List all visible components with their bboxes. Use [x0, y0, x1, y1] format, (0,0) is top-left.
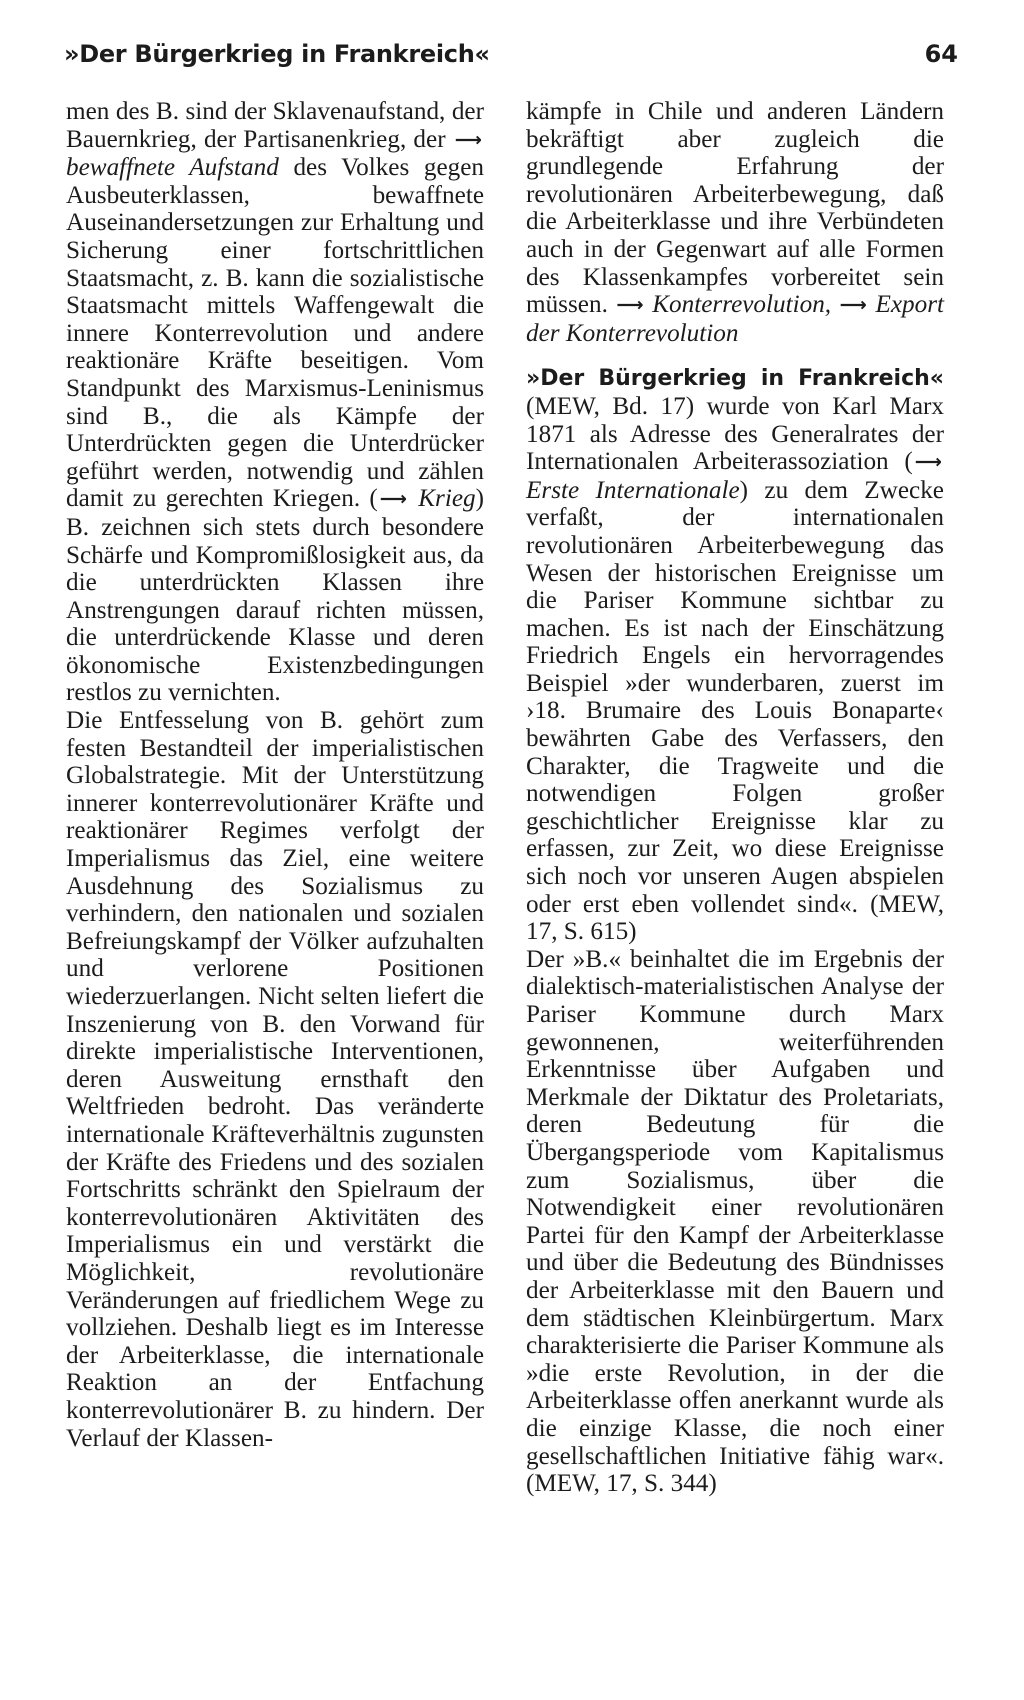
cross-reference[interactable]: Konterrevolution,: [652, 291, 832, 319]
text-run: ) B. zeichnen sich stets durch besondere Schärfe und Kompromißlosigkeit aus, da die unterdrückten Klassen ihre Anstrengungen darauf richten müssen, die unterdrückende Klasse und deren ökonomische Existenzbedingungen restlos zu vernichten.: [66, 485, 484, 707]
paragraph-continued: [526, 98, 944, 347]
left-column: [66, 98, 484, 1452]
cross-reference[interactable]: bewaffnete Aufstand: [66, 154, 279, 182]
cross-reference[interactable]: Export der Konterrevolution: [526, 291, 945, 347]
dictionary-entry: [526, 364, 944, 945]
right-column: [526, 98, 944, 1498]
running-header: [64, 40, 958, 80]
entry-headword: »Der Bürgerkrieg in Frankreich«: [526, 366, 944, 392]
running-head-title: »Der Bürgerkrieg in Frankreich«: [64, 40, 490, 68]
page-number: 64: [924, 40, 958, 68]
paragraph: Der »B.« beinhaltet die im Ergebnis der dialektisch-materialistischen Analyse der Pariser Kommune durch Marx gewonnenen, weiterführenden Erkenntnisse über Aufgaben und Merkmale der Diktatur des Proletariats, deren Bedeutung für die Übergangsperiode vom Kapitalismus zum Sozialismus, über die Notwendigkeit einer revolutionären Partei für den Kampf der Arbeiterklasse und über die Bedeutung des Bündnisses der Arbeiterklasse mit den Bauern und dem städtischen Kleinbürgertum. Marx charakterisierte die Pariser Kommune als »die erste Revolution, in der die Arbeiterklasse offen anerkannt wurde als die einzige Klasse, die noch einer gesellschaftlichen Initiative fähig war«. (MEW, 17, S. 344): [526, 945, 944, 1498]
text-run: des Volkes gegen Ausbeuterklassen, bewaffnete Auseinandersetzungen zur Erhaltung und Sicherung einer fortschrittlichen Staatsmacht, z. B. kann die sozialistische Staatsmacht mittels Waffengewalt die innere Konterrevolution und andere reaktionäre Kräfte beseitigen. Vom Standpunkt des Marxismus-Leninismus sind B., die als Kämpfe der Unterdrückten gegen die Unterdrücker geführt werden, notwendig und zählen damit zu gerechten Kriegen. (: [66, 154, 485, 513]
cross-reference-arrow-icon: ⟶: [379, 488, 407, 511]
paragraph-continued: [66, 98, 484, 707]
paragraph: Die Entfesselung von B. gehört zum festen Bestandteil der imperialistischen Globalstrategie. Mit der Unterstützung innerer konterrevolutionärer Kräfte und reaktionärer Regimes verfolgt der Imperialismus das Ziel, eine weitere Ausdehnung des Sozialismus zu verhindern, den nationalen und sozialen Befreiungskampf der Völker aufzuhalten und verlorene Positionen wiederzuerlangen. Nicht selten liefert die Inszenierung von B. den Vorwand für direkte imperialistische Interventionen, deren Ausweitung ernsthaft den Weltfrieden bedroht. Das veränderte internationale Kräfteverhältnis zugunsten der Kräfte des Friedens und des sozialen Fortschritts schränkt den Spielraum der konterrevolutionären Aktivitäten des Imperialismus ein und verstärkt die Möglichkeit, revolutionäre Veränderungen auf friedlichem Wege zu vollziehen. Deshalb liegt es im Interesse der Arbeiterklasse, die internationale Reaktion an der Entfachung konterrevolutionärer B. zu hindern. Der Verlauf der Klassen-: [66, 707, 484, 1452]
cross-reference-arrow-icon: ⟶: [454, 128, 482, 151]
cross-reference-arrow-icon: ⟶: [839, 294, 867, 317]
text-run: (MEW, Bd. 17) wurde von Karl Marx 1871 als Adresse des Generalrates der Internationalen Arbeiterassoziation (: [526, 392, 944, 476]
text-run: ) zu dem Zwecke verfaßt, der internationalen revolutionären Arbeiterbewegung das Wesen der historischen Ereignisse um die Pariser Kommune sichtbar zu machen. Es ist nach der Einschätzung Friedrich Engels ein hervorragendes Beispiel »der wunderbaren, zuerst im ›18. Brumaire des Louis Bonaparte‹ bewährten Gabe des Verfassers, den Charakter, die Tragweite und die notwendigen Folgen großer geschichtlicher Ereignisse klar zu erfassen, zur Zeit, wo diese Ereignisse sich noch vor unseren Augen abspielen oder erst eben vollendet sind«. (MEW, 17, S. 615): [526, 476, 944, 946]
text-run: men des B. sind der Sklavenaufstand, der Bauernkrieg, der Partisanenkrieg, der: [66, 98, 484, 153]
cross-reference-arrow-icon: ⟶: [914, 451, 942, 474]
text-run: kämpfe in Chile und anderen Ländern bekräftigt aber zugleich die grundlegende Erfahrung der revolutionären Arbeiterbewegung, daß die Arbeiterklasse und ihre Verbündeten auch in der Gegenwart auf alle Formen des Klassenkampfes vorbereitet sein müssen.: [526, 98, 944, 319]
cross-reference-arrow-icon: ⟶: [616, 294, 644, 317]
cross-reference[interactable]: Krieg: [418, 485, 476, 513]
cross-reference[interactable]: Erste Internationale: [526, 476, 740, 504]
